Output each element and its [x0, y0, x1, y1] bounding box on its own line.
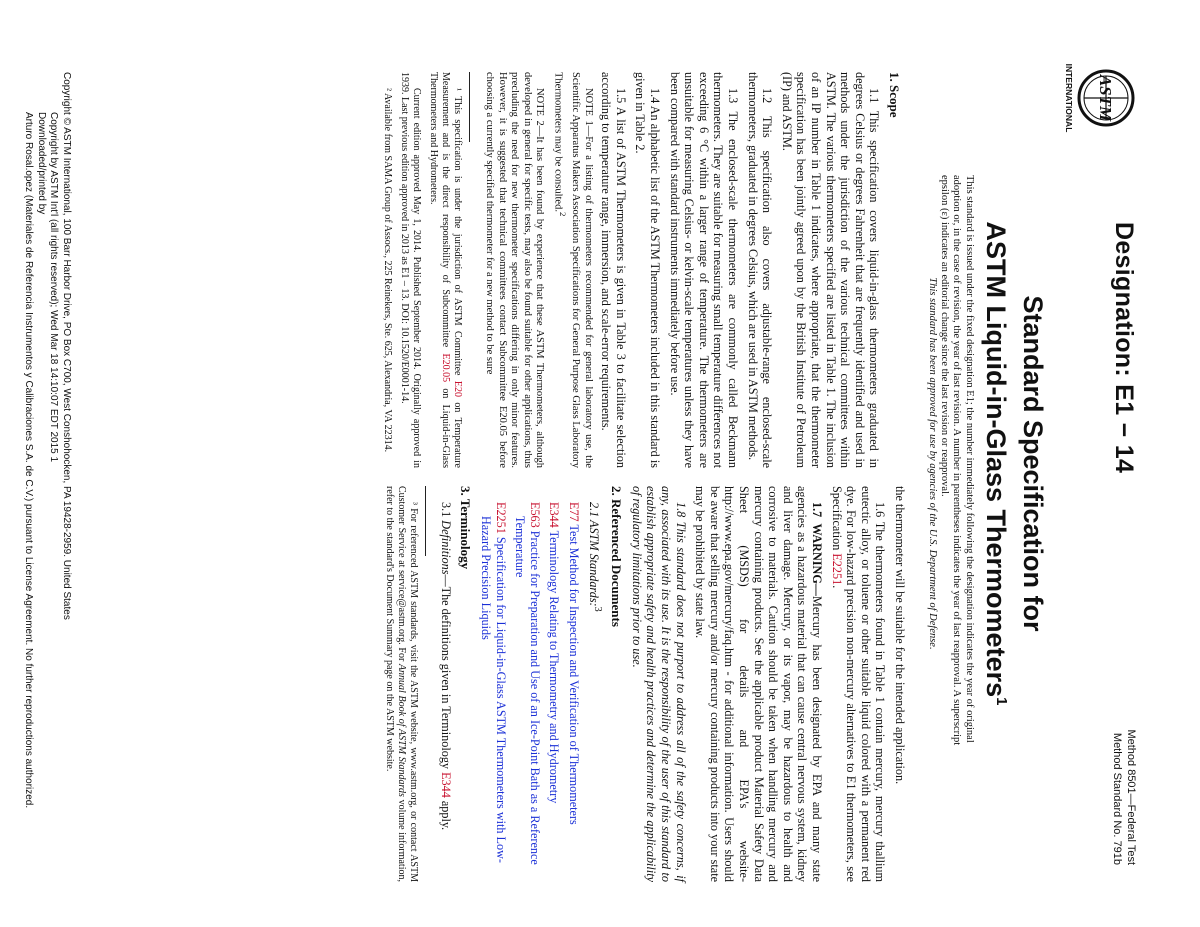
- title-line-1: Standard Specification for: [1018, 295, 1048, 632]
- astm-standards-label: 2.1 ASTM Standards:: [586, 502, 601, 607]
- reference-item: [479, 486, 508, 882]
- p3-1-end: apply.: [438, 797, 453, 831]
- copyright-line-4: Arturo Rosal.opez (Materiales de Referencia Instrumentos y Calibraciones S.A. de C.V.) pursuant to License Agreement. No further reproductions authorized.: [23, 112, 35, 809]
- footnote-1-text: ¹ This specification is under the jurisdiction of ASTM Committee: [452, 88, 464, 381]
- issue-note: This standard is issued under the fixed designation E1; the number immediately following the designation indicates the year of original adoption or, in the case of revision, the year of last revision. A number in parentheses indicates the year of last reapproval. A superscript epsilon (ε) indicates an editorial change since the last revision or reapproval.: [939, 175, 975, 746]
- link-e2251[interactable]: E2251: [829, 553, 844, 586]
- scope-heading: 1. Scope: [887, 72, 902, 118]
- footnote-1-text-c: on Liquid-in-Glass Thermometers and Hydrometers.: [428, 72, 452, 469]
- astm-logo: [1060, 62, 1138, 158]
- terminology-heading: 3. Terminology: [458, 486, 474, 570]
- reference-item: [547, 486, 562, 882]
- logo-text: INTERNATIONAL: [1064, 63, 1074, 133]
- paragraph-1-3: 1.3 The enclosed-scale thermometers are commonly called Beckmann thermometers. They are suitable for measuring small temperature differences not exceeding 6 °C within a larger range of temperature. The thermometers are unsuitable for measuring Celsius- or kelvin-scale temperatures unless they have been compared with standard instruments immediately before use.: [667, 72, 741, 468]
- footnote-divider-right: [425, 486, 426, 556]
- reference-code-link[interactable]: E77: [567, 502, 582, 522]
- document-title: [980, 0, 1048, 927]
- reference-item: [513, 486, 542, 882]
- reference-item: [566, 486, 581, 882]
- federal-test-method: [1110, 729, 1138, 865]
- footnote-1: [427, 72, 463, 468]
- paragraph-1-2: 1.2 This specification also covers adjustable-range enclosed-scale thermometers, graduated in degrees Celsius, which are used in ASTM methods.: [745, 72, 775, 468]
- referenced-standards-list: [479, 486, 582, 882]
- title-line-2: [980, 0, 1017, 927]
- paragraph-1-4: 1.4 An alphabetic list of the ASTM Thermometers included in this standard is given in Table 2.: [633, 72, 663, 468]
- note-1: [550, 72, 593, 468]
- title-footnote-mark: 1: [993, 697, 1010, 706]
- footnote-2: ² Available from SAMA Group of Assocs., 225 Reinekers, Ste. 625, Alexandria, VA 22314.: [382, 88, 394, 453]
- svg-text:ASTM: ASTM: [1096, 74, 1115, 122]
- footnote-3: [383, 486, 419, 882]
- paragraph-2-1: [586, 486, 604, 882]
- definitions-label: Definitions: [438, 520, 453, 575]
- footnote-3-text: ³ For referenced ASTM standards, visit the ASTM website, www.astm.org, or contact ASTM Customer Service at service@astm.org. For: [396, 486, 420, 882]
- copyright-block: [22, 72, 72, 872]
- standards-footnote-mark: 3: [591, 606, 603, 612]
- paragraph-1-8: 1.8 This standard does not purport to address all of the safety concerns, if any, associated with its use. It is the responsibility of the user of this standard to establish appropriate safety and health practices and determine the applicability of regulatory limitations prior to use.: [629, 486, 688, 882]
- fed-test-line-1: Method 8501—Federal Test: [1125, 729, 1137, 865]
- fed-test-line-2: Method Standard No. 791b: [1111, 732, 1123, 865]
- footnote-divider: [469, 72, 470, 142]
- paragraph-1-7: [693, 486, 824, 882]
- reference-title[interactable]: Terminology Relating to Thermometry and Hydrometry: [547, 530, 562, 804]
- left-column: [376, 72, 907, 468]
- link-e20[interactable]: E20: [452, 380, 464, 397]
- footnote-1-text-b: on Temperature Measurement and is the direct responsibility of Subcommittee: [440, 72, 464, 468]
- footnote-1-edition: Current edition approved May 1, 2014. Published September 2014. Originally approved in 1939. Last previous edition approved in 2013 as E1 – 13. DOI: 10.1520/E0001-14.: [399, 72, 423, 468]
- paragraph-1-6: [829, 486, 887, 882]
- note-1-text: NOTE 1—For a listing of thermometers recommended for general laboratory use, the Scientific Apparatus Makers Association Specifications for General Purpose Glass Laboratory Thermometers may be consulted.: [552, 72, 594, 468]
- paragraph-3-1: [438, 486, 453, 882]
- reference-code-link[interactable]: E344: [547, 502, 562, 528]
- designation: Designation: E1 − 14: [1110, 222, 1138, 474]
- footnote-3-italic: Annual Book of ASTM Standards: [396, 663, 408, 797]
- right-column: [378, 486, 907, 882]
- paragraph-1-1: 1.1 This specification covers liquid-in-glass thermometers graduated in degrees Celsius or degrees Fahrenheit that are frequently identified and used in methods under the jurisdiction of the various technical committees within ASTM. The various thermometers specified are listed in Table 1. The inclusion of an IP number in Table 1 indicates, where appropriate, that the thermometer specification has been jointly agreed upon by the British Institute of Petroleum (IP) and ASTM.: [779, 72, 882, 468]
- footnote-3-end: volume information, refer to the standard's Document Summary page on the ASTM website.: [384, 486, 408, 882]
- reference-title[interactable]: Specification for Liquid-in-Glass ASTM Thermometers with Low-Hazard Precision Liquids: [479, 516, 508, 863]
- paragraph-1-5-continued: the thermometer will be suitable for the intended application.: [893, 486, 907, 785]
- reference-code-link[interactable]: E563: [527, 502, 542, 528]
- reference-title[interactable]: Test Method for Inspection and Verification of Thermometers: [567, 524, 582, 825]
- warning-label: 1.7 WARNING—: [810, 502, 825, 596]
- link-e344[interactable]: E344: [438, 772, 453, 798]
- note-1-footnote-mark: 2: [557, 211, 568, 217]
- p3-1-text: —The definitions given in Terminology: [438, 574, 453, 773]
- copyright-line-3: Downloaded/printed by: [36, 112, 47, 215]
- reference-code-link[interactable]: E2251: [493, 502, 508, 534]
- copyright-line-1: Copyright © ASTM International, 100 Barr Harbor Drive, PO Box C700, West Conshohocken, PA 19428-2959. United States: [61, 72, 72, 620]
- approval-note: This standard has been approved for use by agencies of the U.S. Department of Defense.: [927, 277, 938, 650]
- copyright-line-2: Copyright by ASTM Int'l (all rights reserved); Wed Mar 18 14:10:07 EDT 2015 1: [48, 112, 60, 463]
- reference-title[interactable]: Practice for Preparation and Use of an Ice-Point Bath as a Reference Temperature: [513, 516, 542, 865]
- paragraph-1-6-end: .: [829, 585, 844, 589]
- paragraph-1-5: 1.5 A list of ASTM Thermometers is given in Table 3 to facilitate selection according to temperature range, immersion, and scale-error requirements.: [599, 72, 628, 468]
- p3-1-number: 3.1: [438, 502, 453, 521]
- referenced-documents-heading: 2. Referenced Documents: [609, 486, 625, 627]
- warning-text: Mercury has been designated by EPA and many state agencies as a hazardous material that can cause central nervous system, kidney and liver damage. Mercury, or its vapor, may be hazardous to health and corrosive to materials. Caution should be taken when handling mercury and mercury containing products. See the applicable product Material Safety Data Sheet (MSDS) for details and EPA's website-http://www.epa.gov/mercury/faq.htm - for additional information. Users should be aware that selling mercury and/or mercury containing products into your state may be prohibited by state law.: [693, 486, 825, 882]
- title-text: ASTM Liquid-in-Glass Thermometers: [981, 221, 1011, 698]
- link-e20-05[interactable]: E20.05: [440, 353, 452, 383]
- note-2: NOTE 2—It has been found by experience that these ASTM Thermometers, although developed in general for specific tests, may also be found suitable for other applications, thus precluding the need for new thermometer specifications differing in only minor features. However, it is suggested that technical committees contact Subcommittee E20.05 before choosing a currently specified thermometer for a new method to be sure: [484, 72, 546, 468]
- paragraph-1-6-text: 1.6 The thermometers found in Table 1 contain mercury, mercury thallium eutectic alloy, or toluene or other suitable liquid colored with a permanent red dye. For low-hazard precision non-mercury alternatives to E1 thermometers, see Specification: [829, 486, 888, 882]
